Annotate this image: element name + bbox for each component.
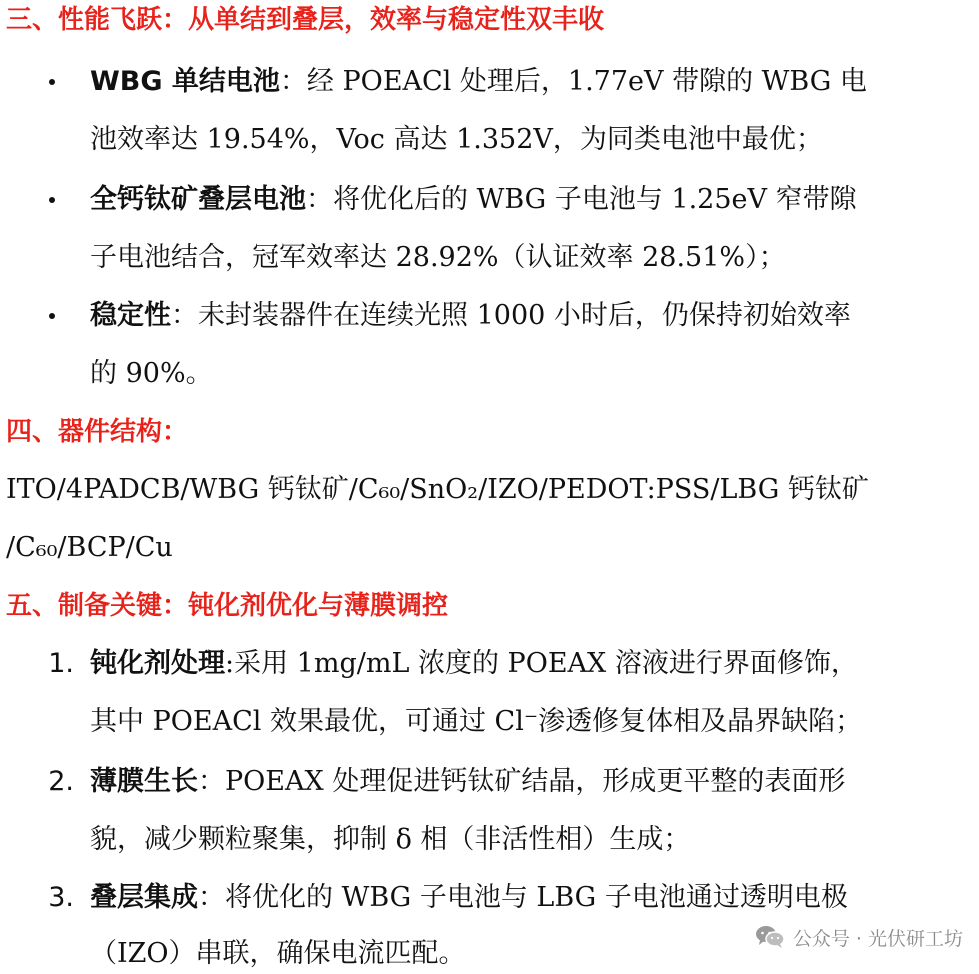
bullet-icon (46, 182, 58, 218)
list-number: 2. (48, 766, 74, 797)
step-passivation-line-2: 其中 POEACl 效果最优，可通过 Cl⁻渗透修复体相及晶界缺陷； (90, 706, 863, 737)
section-heading-performance: 三、性能飞跃：从单结到叠层，效率与稳定性双丰收 (6, 5, 605, 35)
section-heading-preparation: 五、制备关键：钝化剂优化与薄膜调控 (6, 591, 449, 621)
item-wbg-line-1: WBG 单结电池：经 POEACl 处理后，1.77eV 带隙的 WBG 电 (90, 66, 867, 97)
step-integration-line-1: 叠层集成：将优化的 WBG 子电池与 LBG 子电池通过透明电极 (90, 882, 848, 913)
item-wbg-line-2: 池效率达 19.54%，Voc 高达 1.352V，为同类电池中最优； (90, 124, 823, 155)
list-number: 1. (48, 648, 74, 679)
step-film-line-2: 貌，减少颗粒聚集，抑制 δ 相（非活性相）生成； (90, 824, 691, 855)
structure-line-1: ITO/4PADCB/WBG 钙钛矿/C₆₀/SnO₂/IZO/PEDOT:PSS/LBG 钙钛矿 (6, 474, 869, 505)
item-term: 薄膜生长 (90, 766, 198, 797)
item-term: WBG 单结电池 (90, 66, 280, 97)
watermark (755, 922, 963, 952)
item-term: 稳定性 (90, 300, 171, 331)
step-film-line-1: 薄膜生长：POEAX 处理促进钙钛矿结晶，形成更平整的表面形 (90, 766, 846, 797)
item-term: 全钙钛矿叠层电池 (90, 184, 306, 215)
watermark-text: 公众号 · 光伏研工坊 (792, 927, 963, 950)
list-number: 3. (48, 882, 74, 913)
section-heading-structure: 四、器件结构： (6, 417, 189, 447)
item-term: 钝化剂处理 (90, 648, 225, 679)
wechat-icon (755, 924, 785, 950)
step-integration-line-2: （IZO）串联，确保电流匹配。 (90, 938, 466, 969)
item-tandem-line-1: 全钙钛矿叠层电池：将优化后的 WBG 子电池与 1.25eV 窄带隙 (90, 184, 857, 215)
structure-line-2: /C₆₀/BCP/Cu (6, 532, 173, 563)
item-term: 叠层集成 (90, 882, 198, 913)
item-tandem-line-2: 子电池结合，冠军效率达 28.92%（认证效率 28.51%）； (90, 242, 786, 273)
bullet-icon (46, 298, 58, 334)
step-passivation-line-1: 钝化剂处理:采用 1mg/mL 浓度的 POEAX 溶液进行界面修饰， (90, 648, 858, 679)
item-stability-line-2: 的 90%。 (90, 358, 213, 389)
bullet-icon (46, 64, 58, 100)
item-stability-line-1: 稳定性：未封装器件在连续光照 1000 小时后，仍保持初始效率 (90, 300, 851, 331)
